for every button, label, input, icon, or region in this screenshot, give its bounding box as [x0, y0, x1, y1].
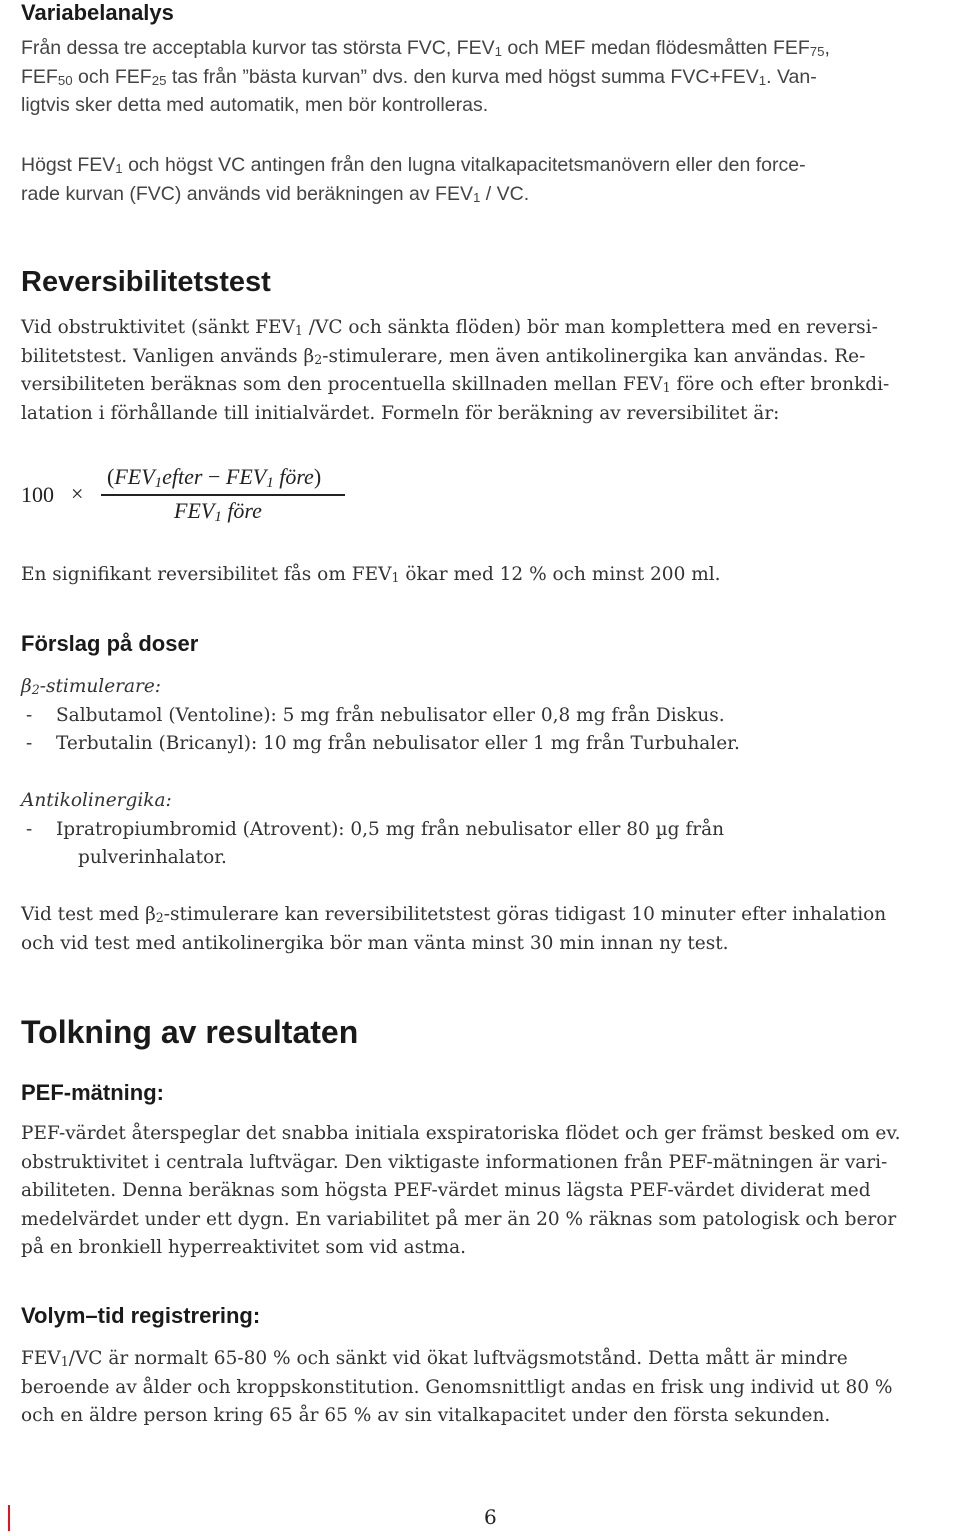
subheading-pef-matning: PEF-mätning:: [21, 1080, 164, 1105]
multiply-icon: ×: [71, 481, 84, 506]
text-line: Från dessa tre acceptabla kurvor tas största FVC, FEV1 och MEF medan flödesmåtten FEF75,: [21, 37, 830, 60]
margin-revision-mark: [8, 1505, 10, 1531]
text-line: och vid test med antikolinergika bör man vänta minst 30 min innan ny test.: [21, 932, 729, 954]
page-number: 6: [484, 1505, 497, 1529]
beta-stimulerare-block: [21, 673, 960, 759]
beta-stimulerare-label: β2-stimulerare:: [21, 676, 162, 698]
heading-variabelanalys: Variabelanalys: [21, 0, 174, 25]
text-line: på en bronkiell hyperreaktivitet som vid astma.: [21, 1237, 467, 1258]
text-line: medelvärdet under ett dygn. En variabilitet på mer än 20 % räknas som patologisk och beror: [21, 1208, 897, 1230]
text-line: ligtvis sker detta med automatik, men bör kontrolleras.: [21, 94, 489, 116]
paragraph-pef: [21, 1120, 960, 1263]
formula-factor: 100: [21, 482, 54, 507]
paragraph-test-timing: [21, 901, 960, 958]
heading-reversibilitetstest: Reversibilitetstest: [21, 266, 271, 298]
text-line: Vid obstruktivitet (sänkt FEV1 /VC och sänkta flöden) bör man komplettera med en reversi-: [21, 317, 878, 339]
text-line: FEF50 och FEF25 tas från ”bästa kurvan” dvs. den kurva med högst summa FVC+FEV1. Van-: [21, 65, 817, 88]
list-item: - Salbutamol (Ventoline): 5 mg från nebulisator eller 0,8 mg från Diskus.: [26, 704, 725, 726]
formula-denominator: FEV1 före: [174, 498, 262, 525]
text-line: Vid test med β2-stimulerare kan reversibilitetstest göras tidigast 10 minuter efter inhalation: [21, 904, 887, 926]
fraction-bar: [101, 494, 345, 496]
list-item-continuation: pulverinhalator.: [78, 847, 227, 868]
text-line: PEF-värdet återspeglar det snabba initiala exspiratoriska flödet och ger främst besked om ev.: [21, 1123, 901, 1144]
text-line: En signifikant reversibilitet fås om FEV1 ökar med 12 % och minst 200 ml.: [21, 564, 721, 586]
text-line: och en äldre person kring 65 år 65 % av sin vitalkapacitet under den första sekunden.: [21, 1405, 831, 1426]
paragraph-volym-tid: [21, 1345, 960, 1431]
text-line: abiliteten. Denna beräknas som högsta PEF-värdet minus lägsta PEF-värdet dividerat med: [21, 1180, 871, 1201]
text-line: rade kurvan (FVC) används vid beräkningen av FEV1 / VC.: [21, 182, 530, 205]
text-line: Högst FEV1 och högst VC antingen från den lugna vitalkapacitetsmanövern eller den force-: [21, 154, 806, 177]
reversibility-formula: [21, 462, 341, 532]
formula-numerator: (FEV1efter − FEV1 före): [107, 464, 322, 491]
paragraph-reversibilitet-2: [21, 561, 960, 590]
paragraph-variabelanalys-1: [21, 34, 960, 120]
paragraph-variabelanalys-2: [21, 151, 960, 208]
text-line: obstruktivitet i centrala luftvägar. Den viktigaste informationen från PEF-mätningen är vari-: [21, 1151, 888, 1173]
text-line: latation i förhållande till initialvärdet. Formeln för beräkning av reversibilitet är:: [21, 402, 780, 424]
text-line: bilitetstest. Vanligen används β2-stimulerare, men även antikolinergika kan användas. Re-: [21, 345, 866, 367]
text-line: beroende av ålder och kroppskonstitution. Genomsnittligt andas en frisk ung individ ut 80 %: [21, 1376, 893, 1398]
heading-forslag-pa-doser: Förslag på doser: [21, 631, 199, 656]
antikolinergika-block: [21, 787, 960, 873]
text-line: versibiliteten beräknas som den procentuella skillnaden mellan FEV1 före och efter bronkdi-: [21, 374, 890, 396]
paragraph-reversibilitet-1: [21, 314, 960, 428]
text-line: FEV1/VC är normalt 65-80 % och sänkt vid ökat luftvägsmotstånd. Detta mått är mindre: [21, 1348, 848, 1370]
antikolinergika-label: Antikolinergika:: [21, 790, 172, 811]
subheading-volym-tid: Volym–tid registrering:: [21, 1303, 261, 1328]
list-item: - Terbutalin (Bricanyl): 10 mg från nebulisator eller 1 mg från Turbuhaler.: [26, 733, 740, 754]
list-item: - Ipratropiumbromid (Atrovent): 0,5 mg från nebulisator eller 80 µg från: [26, 818, 725, 840]
heading-tolkning-av-resultaten: Tolkning av resultaten: [21, 1014, 359, 1050]
